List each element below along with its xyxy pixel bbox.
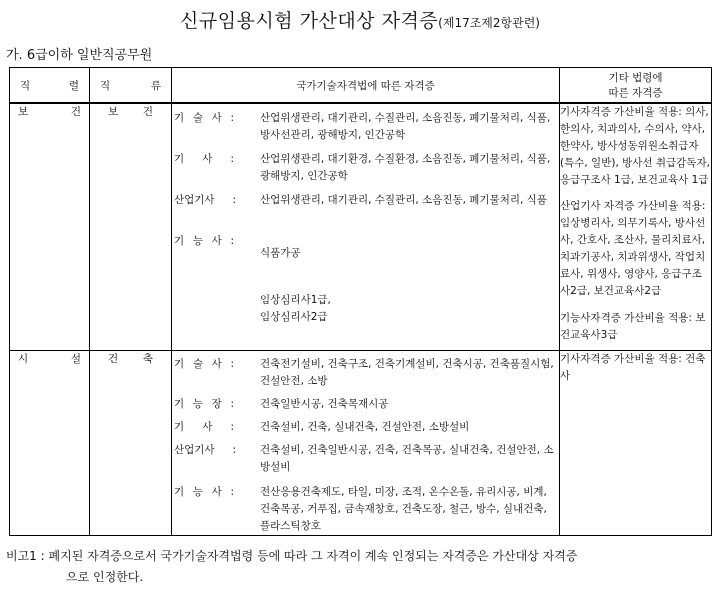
grade-char: 산업기사 <box>174 194 215 206</box>
other-quals-cell <box>560 103 712 351</box>
other-qual-note: 기능사자격증 가산비율 적용: 보건교육사3급 <box>560 312 706 341</box>
series-char: 설 <box>70 353 81 365</box>
grade-label <box>172 484 258 535</box>
table-row <box>10 351 712 536</box>
other-quals-cell <box>560 351 712 536</box>
series-char: 시 <box>18 353 29 365</box>
grade-char: 기 <box>174 153 185 165</box>
grade-char: : <box>230 486 234 498</box>
header-other-quals <box>560 68 712 104</box>
class-cell <box>90 103 172 351</box>
grade-quals: 전산응용건축제도, 타일, 미장, 조적, 온수온돌, 유리시공, 비계, 건축목공, 거푸집, 금속재창호, 건축도장, 철근, 방수, 실내건축, 플라스틱창호 <box>260 486 547 532</box>
grade-char: 기 <box>174 421 185 433</box>
grade-row <box>172 292 559 309</box>
grade-char: 능 <box>192 398 203 410</box>
table-row <box>10 103 712 351</box>
grade-char: 사 <box>211 112 222 124</box>
class-cell <box>90 351 172 536</box>
grade-quals: 건축설비, 건축, 실내건축, 건설안전, 소방설비 <box>260 421 470 433</box>
grade-label <box>172 221 258 262</box>
grade-char: : <box>230 358 234 370</box>
footnote-line1 <box>6 546 711 567</box>
footnote-line2: 으로 인정한다. <box>66 570 144 584</box>
series-cell <box>10 103 90 351</box>
grade-char: 능 <box>192 486 203 498</box>
grade-row <box>172 356 559 390</box>
grade-quals: 건축설비, 건축일반시공, 건축, 건축목공, 실내건축, 건설안전, 소방설비 <box>260 444 554 473</box>
grade-label <box>172 356 258 390</box>
grade-char: 기 <box>174 398 185 410</box>
grade-char: 기 <box>174 358 185 370</box>
footnote-text1: 폐지된 자격증으로서 국가기술자격법령 등에 따라 그 자격이 계속 인정되는 자격증은 가산대상 자격증 <box>48 549 578 563</box>
grade-row <box>172 221 559 262</box>
other-qual-note: 기사자격증 가산비율 적용: 의사, 한의사, 치과의사, 수의사, 약사, 한약사, 방사성동위원소취급자(특수, 일반), 방사선 취급감독자, 응급구조사 1급, 보건교육사 1급 <box>560 106 710 186</box>
grade-row <box>172 396 559 413</box>
class-char: 보 <box>108 106 119 118</box>
grade-char: 사 <box>211 358 222 370</box>
page-title <box>0 6 720 33</box>
grade-row <box>172 442 559 476</box>
grade-row <box>172 484 559 535</box>
series-cell <box>10 351 90 536</box>
other-qual-note: 산업기사 자격증 가산비율 적용: 임상병리사, 의무기록사, 방사선사, 간호사, 조산사, 물리치료사, 치과기공사, 치과위생사, 작업치료사, 위생사, 영양사, 응급구조사2급, 보건교육사2급 <box>560 200 706 297</box>
footnote <box>6 546 711 588</box>
grade-row <box>172 192 559 209</box>
grade-row <box>172 419 559 436</box>
grade-quals: 임상심리사2급 <box>260 311 328 323</box>
header-national-quals: 국가기술자격법에 따른 자격증 <box>172 68 560 104</box>
grade-quals: 식품가공 <box>260 247 301 259</box>
grade-row <box>172 110 559 144</box>
series-char: 건 <box>70 106 81 118</box>
grade-char: 기 <box>174 486 185 498</box>
grade-char: 사 <box>202 153 213 165</box>
grade-char: : <box>230 398 234 410</box>
grade-label <box>172 396 258 413</box>
grade-quals: 임상심리사1급, <box>260 294 331 306</box>
grade-quals: 산업위생관리, 대기관리, 수질관리, 소음진동, 폐기물처리, 식품, 방사선관리, 광해방지, 인간공학 <box>260 112 551 141</box>
grade-char: : <box>230 235 234 247</box>
header-class-char1: 직 <box>100 79 111 92</box>
footnote-label: 비고1 : <box>6 549 45 563</box>
grade-char: 능 <box>192 235 203 247</box>
grade-list <box>172 110 559 326</box>
grade-char: : <box>232 444 236 456</box>
grade-char: 기 <box>174 235 185 247</box>
class-char: 건 <box>142 106 153 118</box>
grade-char: : <box>232 194 236 206</box>
header-other-line1: 기타 법령에 <box>608 72 663 84</box>
grade-char: 장 <box>211 398 222 410</box>
table-header-row <box>10 68 712 104</box>
grade-char: 산업기사 <box>174 444 215 456</box>
grade-label <box>172 110 258 144</box>
grade-char: 술 <box>192 112 203 124</box>
grade-char: : <box>230 421 234 433</box>
class-char: 건 <box>108 353 119 365</box>
header-class-char2: 류 <box>150 79 161 92</box>
grade-label <box>172 419 258 436</box>
grade-row <box>172 309 559 326</box>
header-other-line2: 따른 자격증 <box>608 87 663 99</box>
series-char: 보 <box>18 106 29 118</box>
title-main: 신규임용시험 가산대상 자격증 <box>179 10 439 32</box>
grade-char: : <box>230 112 234 124</box>
grade-char: 사 <box>202 421 213 433</box>
national-quals-cell <box>172 103 560 351</box>
qualification-table <box>9 67 712 536</box>
grade-quals: 건축일반시공, 건축목재시공 <box>260 398 389 410</box>
grade-label-empty <box>172 292 258 309</box>
grade-label <box>172 442 258 476</box>
grade-quals: 산업위생관리, 대기관리, 수질관리, 소음진동, 폐기물처리, 식품 <box>260 194 547 206</box>
grade-label <box>172 192 258 209</box>
header-series <box>10 68 90 104</box>
header-class <box>90 68 172 104</box>
header-series-char2: 렬 <box>68 79 79 92</box>
grade-label-empty <box>172 309 258 326</box>
grade-row <box>172 151 559 185</box>
header-series-char1: 직 <box>20 79 31 92</box>
grade-label <box>172 151 258 185</box>
section-heading: 가. 6급이하 일반직공무원 <box>6 48 153 63</box>
grade-list <box>172 356 559 535</box>
grade-char: 사 <box>211 235 222 247</box>
grade-char: 사 <box>211 486 222 498</box>
class-char: 축 <box>142 353 153 365</box>
grade-char: 기 <box>174 112 185 124</box>
grade-char: : <box>230 153 234 165</box>
grade-char: 술 <box>192 358 203 370</box>
national-quals-cell <box>172 351 560 536</box>
grade-quals: 건축전기설비, 건축구조, 건축기계설비, 건축시공, 건축품질시험, 건설안전, 소방 <box>260 358 554 387</box>
title-sub: (제17조제2항관련) <box>438 16 540 30</box>
other-qual-note: 기사자격증 가산비율 적용: 건축사 <box>560 353 706 382</box>
grade-quals: 산업위생관리, 대기환경, 수질환경, 소음진동, 폐기물처리, 식품, 광해방지, 인간공학 <box>260 153 551 182</box>
